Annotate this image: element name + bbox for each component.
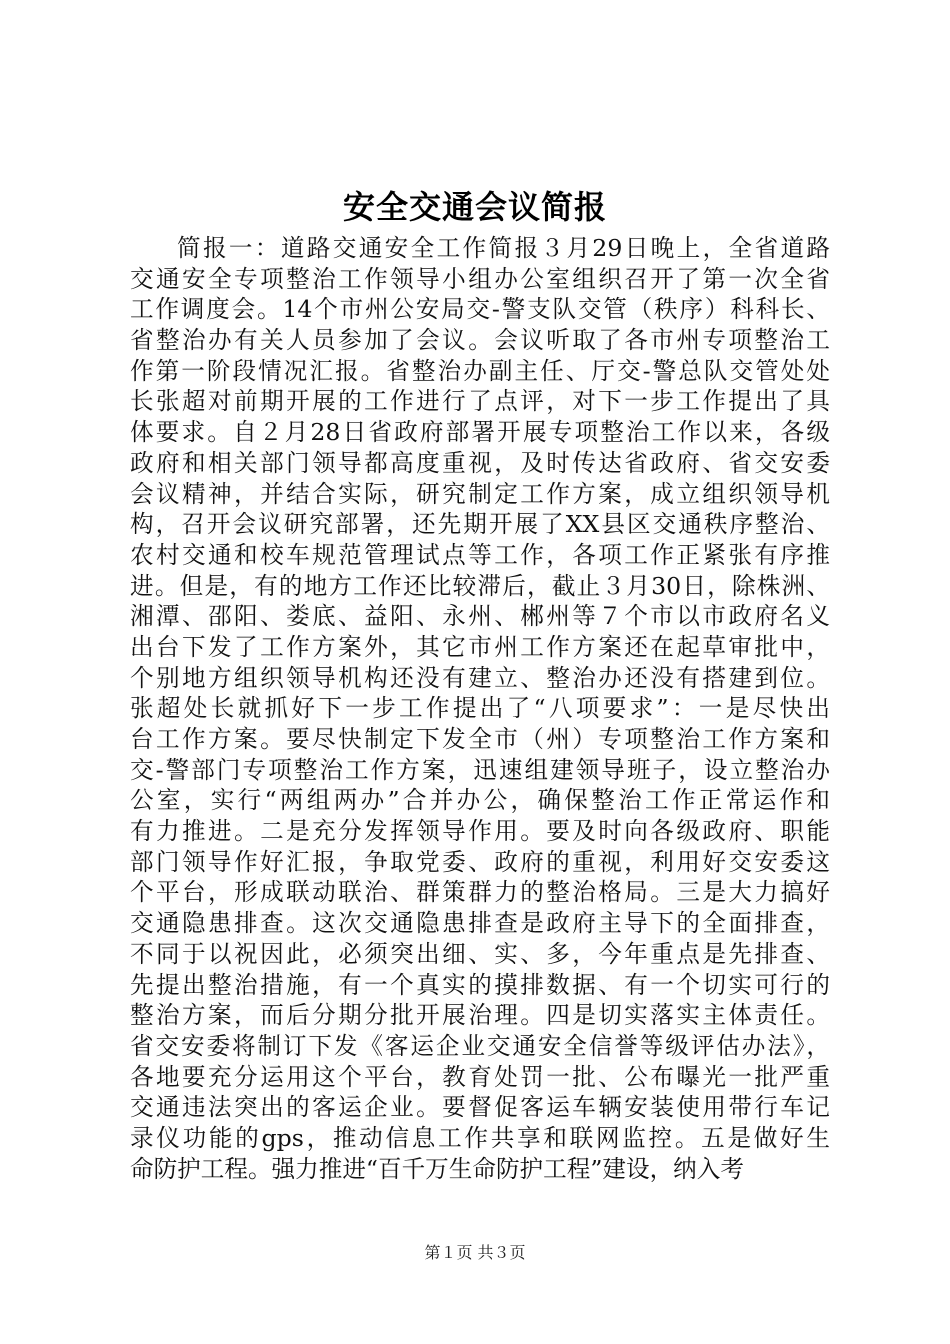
body-line: 会议精神，并结合实际，研究制定工作方案，成立组织领导机 [130,479,830,508]
body-line: 公室，实行“两组两办”合并办公，确保整治工作正常运作和 [130,786,830,815]
body-line: 有力推进。二是充分发挥领导作用。要及时向各级政府、职能 [130,817,830,846]
body-line: 台工作方案。要尽快制定下发全市（州）专项整治工作方案和 [130,725,830,753]
body-line: 出台下发了工作方案外，其它市州工作方案还在起草审批中， [130,632,830,661]
body-line: 个别地方组织领导机构还没有建立、整治办还没有搭建到位。 [130,663,830,692]
body-line: 先提出整治措施，有一个真实的摸排数据、有一个切实可行的 [130,970,830,999]
body-line: 工作调度会。14个市州公安局交-警支队交管（秩序）科科长、 [130,295,830,324]
body-line: 个平台，形成联动联治、群策群力的整治格局。三是大力搞好 [130,878,830,907]
body-line: 长张超对前期开展的工作进行了点评，对下一步工作提出了具 [130,387,830,416]
body-line: 省整治办有关人员参加了会议。会议听取了各市州专项整治工 [130,326,830,355]
body-line: 命防护工程。强力推进“百千万生命防护工程”建设，纳入考 [130,1154,744,1183]
body-line: 农村交通和校车规范管理试点等工作，各项工作正紧张有序推 [130,540,830,569]
body-line: 录仪功能的gps，推动信息工作共享和联网监控。五是做好生 [130,1123,830,1152]
body-line: 湘潭、邵阳、娄底、益阳、永州、郴州等７个市以市政府名义 [130,602,830,631]
body-line: 简报一：道路交通安全工作简报３月29日晚上，全省道路 [177,234,830,262]
body-line: 体要求。自２月28日省政府部署开展专项整治工作以来，各级 [130,418,830,447]
body-line: 进。但是，有的地方工作还比较滞后，截止３月30日，除株洲、 [130,571,830,600]
body-line: 作第一阶段情况汇报。省整治办副主任、厅交-警总队交管处处 [130,356,830,385]
body-line: 整治方案，而后分期分批开展治理。四是切实落实主体责任。 [130,1001,830,1030]
body-line: 交通安全专项整治工作领导小组办公室组织召开了第一次全省 [130,264,830,293]
body-line: 各地要充分运用这个平台，教育处罚一批、公布曝光一批严重 [130,1062,830,1091]
body-line: 部门领导作好汇报，争取党委、政府的重视，利用好交安委这 [130,847,830,876]
body-line: 张超处长就抓好下一步工作提出了“八项要求”：一是尽快出 [130,694,830,723]
body-line: 省交安委将制订下发《客运企业交通安全信誉等级评估办法》， [130,1031,830,1060]
body-line: 交通违法突出的客运企业。要督促客运车辆安装使用带行车记 [130,1093,830,1122]
body-line: 构，召开会议研究部署，还先期开展了XX县区交通秩序整治、 [130,510,830,539]
body-line: 不同于以祝因此，必须突出细、实、多，今年重点是先排查、 [130,939,830,968]
document-title: 安全交通会议简报 [342,188,607,226]
body-line: 交通隐患排查。这次交通隐患排查是政府主导下的全面排查， [130,909,830,938]
body-line: 交-警部门专项整治工作方案，迅速组建领导班子，设立整治办 [130,755,830,784]
page-footer: 第１页 共３页 [424,1243,526,1262]
body-line: 政府和相关部门领导都高度重视，及时传达省政府、省交安委 [130,448,830,477]
document-body [130,233,830,1184]
